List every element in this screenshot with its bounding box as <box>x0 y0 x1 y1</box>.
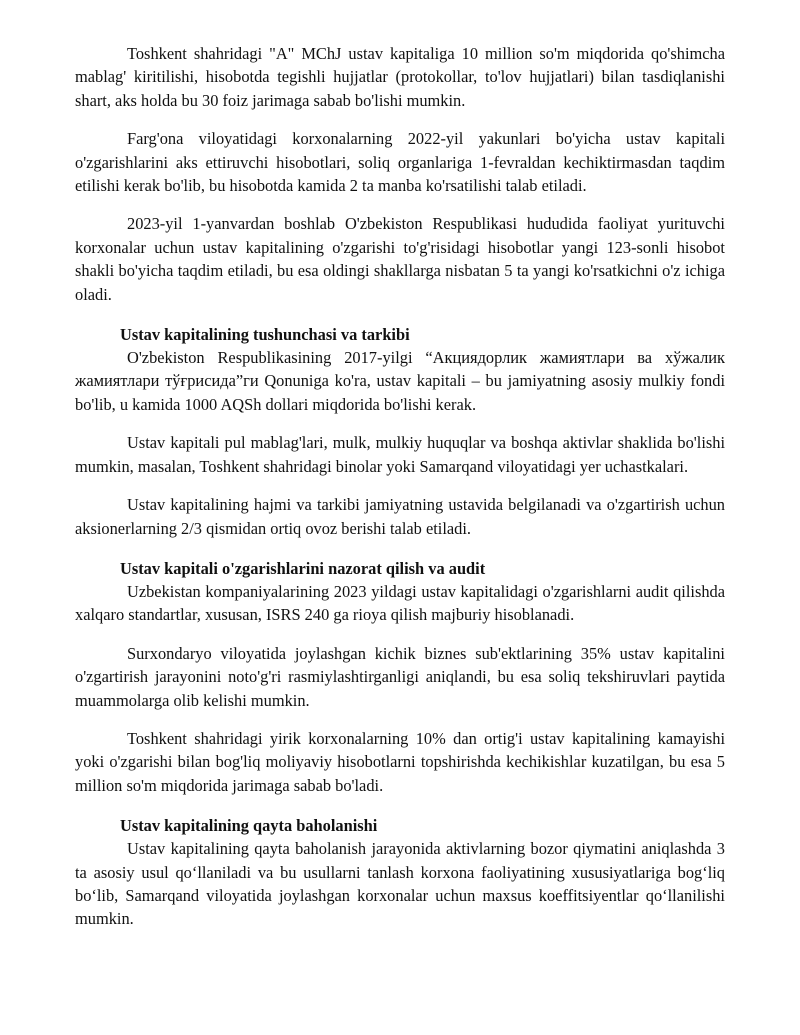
section-heading: Ustav kapitalining qayta baholanishi <box>120 816 378 836</box>
paragraph: Ustav kapitalining hajmi va tarkibi jamiyatning ustavida belgilanadi va o'zgartirish uchun aksionerlarning 2/3 qismidan ortiq ovoz berishi talab etiladi. <box>75 495 725 538</box>
paragraph: Ustav kapitalining qayta baholanish jarayonida aktivlarning bozor qiymatini aniqlashda 3 ta asosiy usul qo‘llaniladi va bu usullarni tanlash korxona faoliyatining xususiyatlariga bog‘liq bo‘lib, Samarqand viloyatida joylashgan korxonalar uchun maxsus koeffitsiyentlar qo‘llanilishi mumkin. <box>75 839 725 929</box>
document-page <box>75 42 725 946</box>
paragraph: Surxondaryo viloyatida joylashgan kichik biznes sub'ektlarining 35% ustav kapitalini o'zgartirish jarayonini noto'g'ri rasmiylashtirganligi aniqlandi, bu esa soliq tekshiruvlari paytida muammolarga olib kelishi mumkin. <box>75 643 725 710</box>
paragraph: Uzbekistan kompaniyalarining 2023 yildagi ustav kapitalidagi o'zgarishlarni audit qilishda xalqaro standartlar, xususan, ISRS 240 ga rioya qilish majburiy hisoblanadi. <box>75 581 725 625</box>
paragraph: Farg'ona viloyatidagi korxonalarning 2022-yil yakunlari bo'yicha ustav kapitali o'zgarishlarini aks ettiruvchi hisobotlari, soliq organlariga 1-fevraldan kechiktirmasdan taqdim etilishi kerak bo'lib, bu hisobotda kamida 2 ta manba ko'rsatilishi talab etiladi. <box>75 129 725 196</box>
paragraph: Toshkent shahridagi "A" MChJ ustav kapitaliga 10 million so'm miqdorida qo'shimcha mablag' kiritilishi, hisobotda tegishli hujjatlar (protokollar, to'lov hujjatlari) bilan tasdiqlanishi shart, aks holda bu 30 foiz jarimaga sabab bo'lishi mumkin. <box>75 44 725 110</box>
paragraph: Toshkent shahridagi yirik korxonalarning 10% dan ortig'i ustav kapitalining kamayishi yoki o'zgarishi bilan bog'liq moliyaviy hisobotlarni topshirishda kechikishlar kuzatilgan, bu esa 5 million so'm miqdorida jarimaga sabab bo'ladi. <box>75 728 725 795</box>
paragraph: Ustav kapitali pul mablag'lari, mulk, mulkiy huquqlar va boshqa aktivlar shaklida bo'lishi mumkin, masalan, Toshkent shahridagi binolar yoki Samarqand viloyatidagi yer uchastkalari. <box>75 433 725 476</box>
section-heading: Ustav kapitalining tushunchasi va tarkibi <box>120 325 410 345</box>
section-heading: Ustav kapitali o'zgarishlarini nazorat qilish va audit <box>120 558 486 578</box>
paragraph: O'zbekiston Respublikasining 2017-yilgi “Акциядорлик жамиятлари ва хўжалик жамиятлари тўғрисида”ги Qonuniga ko'ra, ustav kapitali – bu jamiyatning asosiy mulkiy fondi bo'lib, u kamida 1000 AQSh dollari miqdorida bo'lishi kerak. <box>75 348 725 414</box>
paragraph: 2023-yil 1-yanvardan boshlab O'zbekiston Respublikasi hududida faoliyat yurituvchi korxonalar uchun ustav kapitalining o'zgarishi to'g'risidagi hisobotlar yangi 123-sonli hisobot shakli bo'yicha taqdim etiladi, bu esa oldingi shakllarga nisbatan 5 ta yangi ko'rsatkichni o'z ichiga oladi. <box>75 214 725 304</box>
